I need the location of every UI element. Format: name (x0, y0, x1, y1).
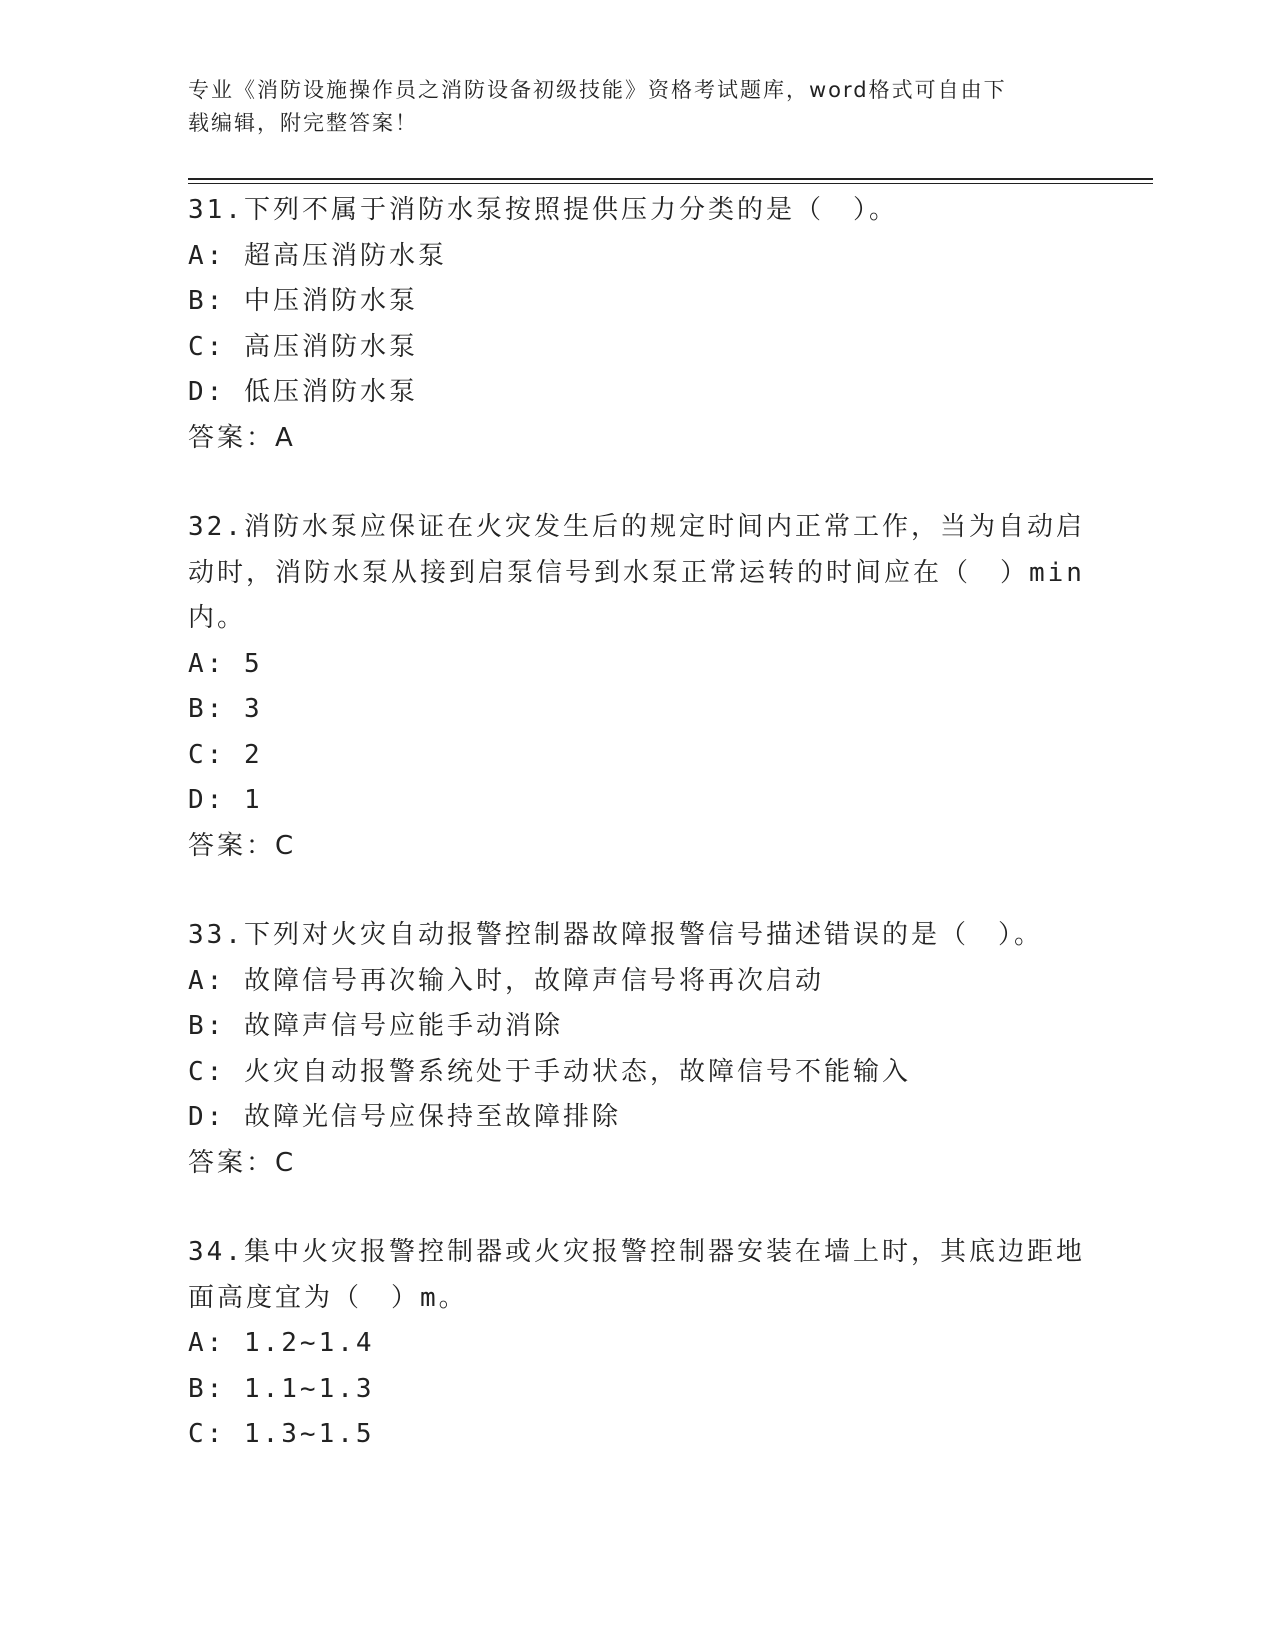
answer-line: 答案：C (188, 830, 297, 861)
question-31 (188, 188, 1088, 461)
question-stem: 31.下列不属于消防水泵按照提供压力分类的是（ ）。 (188, 195, 898, 225)
option-c: C: 火灾自动报警系统处于手动状态，故障信号不能输入 (188, 1056, 911, 1087)
header-line-2: 载编辑，附完整答案！ (188, 111, 418, 135)
option-c: C: 高压消防水泵 (188, 331, 418, 362)
option-c: C: 2 (188, 739, 263, 770)
option-b: B: 3 (188, 694, 263, 724)
question-33 (188, 913, 1088, 1186)
option-d: D: 低压消防水泵 (188, 377, 418, 407)
header-divider-thin (188, 183, 1153, 184)
document-header (188, 74, 1068, 140)
question-stem: 32.消防水泵应保证在火灾发生后的规定时间内正常工作，当为自动启动时，消防水泵从接到启泵信号到水泵正常运转的时间应在（ ）min内。 (188, 512, 1085, 633)
question-stem: 33.下列对火灾自动报警控制器故障报警信号描述错误的是（ ）。 (188, 920, 1043, 950)
option-b: B: 故障声信号应能手动消除 (188, 1011, 563, 1041)
option-d: D: 故障光信号应保持至故障排除 (188, 1102, 621, 1132)
header-line-1: 专业《消防设施操作员之消防设备初级技能》资格考试题库，word格式可自由下 (188, 78, 1007, 102)
answer-line: 答案：A (188, 422, 296, 453)
option-a: A: 故障信号再次输入时，故障声信号将再次启动 (188, 965, 824, 996)
option-b: B: 1.1~1.3 (188, 1373, 375, 1404)
question-list (188, 188, 1088, 1502)
question-32 (188, 505, 1088, 869)
option-b: B: 中压消防水泵 (188, 286, 418, 316)
option-a: A: 1.2~1.4 (188, 1328, 375, 1358)
question-34 (188, 1230, 1088, 1458)
option-c: C: 1.3~1.5 (188, 1419, 375, 1449)
answer-line: 答案：C (188, 1147, 297, 1178)
option-a: A: 5 (188, 648, 263, 679)
option-d: D: 1 (188, 785, 263, 815)
header-divider-thick (188, 178, 1153, 180)
option-a: A: 超高压消防水泵 (188, 240, 447, 271)
question-stem: 34.集中火灾报警控制器或火灾报警控制器安装在墙上时，其底边距地面高度宜为（ ）m。 (188, 1237, 1085, 1313)
